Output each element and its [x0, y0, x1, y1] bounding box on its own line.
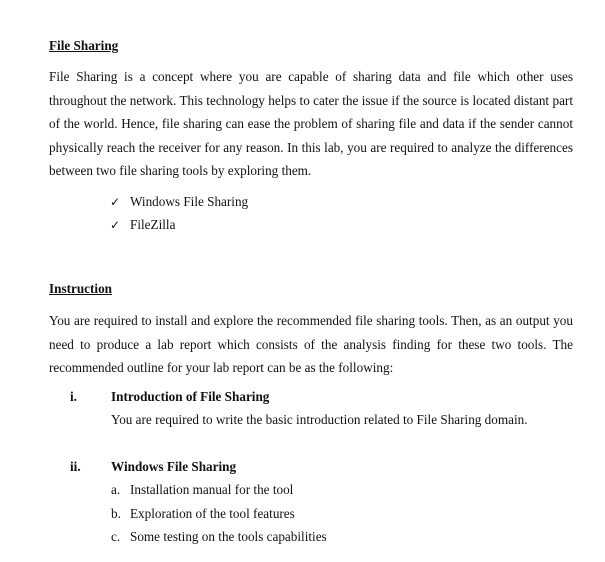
list-item	[111, 525, 327, 549]
instruction-paragraph: You are required to install and explore the recommended file sharing tools. Then, as an output you need to produce a lab report which consists of the analysis finding for these two tools. The recommended outline for your lab report can be as the following:	[49, 313, 573, 376]
file-sharing-heading: File Sharing	[49, 38, 119, 53]
outline-title-1: Introduction of File Sharing	[111, 389, 270, 404]
outline-numeral-2: ii.	[70, 459, 81, 474]
item-letter: a.	[111, 482, 121, 497]
list-item	[110, 213, 248, 236]
tools-list	[110, 190, 248, 236]
checkmark-icon: ✓	[110, 218, 121, 232]
item-letter: b.	[111, 505, 121, 521]
item-text: Installation manual for the tool	[130, 482, 294, 497]
outline-numeral-1: i.	[70, 389, 77, 404]
file-sharing-paragraph: File Sharing is a concept where you are capable of sharing data and file which other uses throughout the network. This technology helps to cater the issue if the source is located distant part of the world. Hence, file sharing can ease the problem of sharing file and data if the sender cannot physically reach the receiver for any reason. In this lab, you are required to analyze the differences between two file sharing tools by exploring them.	[49, 69, 573, 179]
windows-sharing-sublist	[111, 478, 327, 549]
list-item	[110, 190, 248, 213]
instruction-heading: Instruction	[49, 281, 113, 296]
list-item	[111, 502, 327, 526]
tool-name: Windows File Sharing	[130, 194, 249, 209]
checkmark-icon: ✓	[110, 195, 121, 209]
tool-name: FileZilla	[130, 217, 176, 232]
item-letter: c.	[111, 529, 121, 544]
outline-text-1: You are required to write the basic introduction related to File Sharing domain.	[111, 412, 528, 427]
list-item	[111, 478, 327, 502]
item-text: Exploration of the tool features	[130, 505, 295, 521]
outline-title-2: Windows File Sharing	[111, 459, 237, 474]
item-text: Some testing on the tools capabilities	[130, 529, 327, 544]
